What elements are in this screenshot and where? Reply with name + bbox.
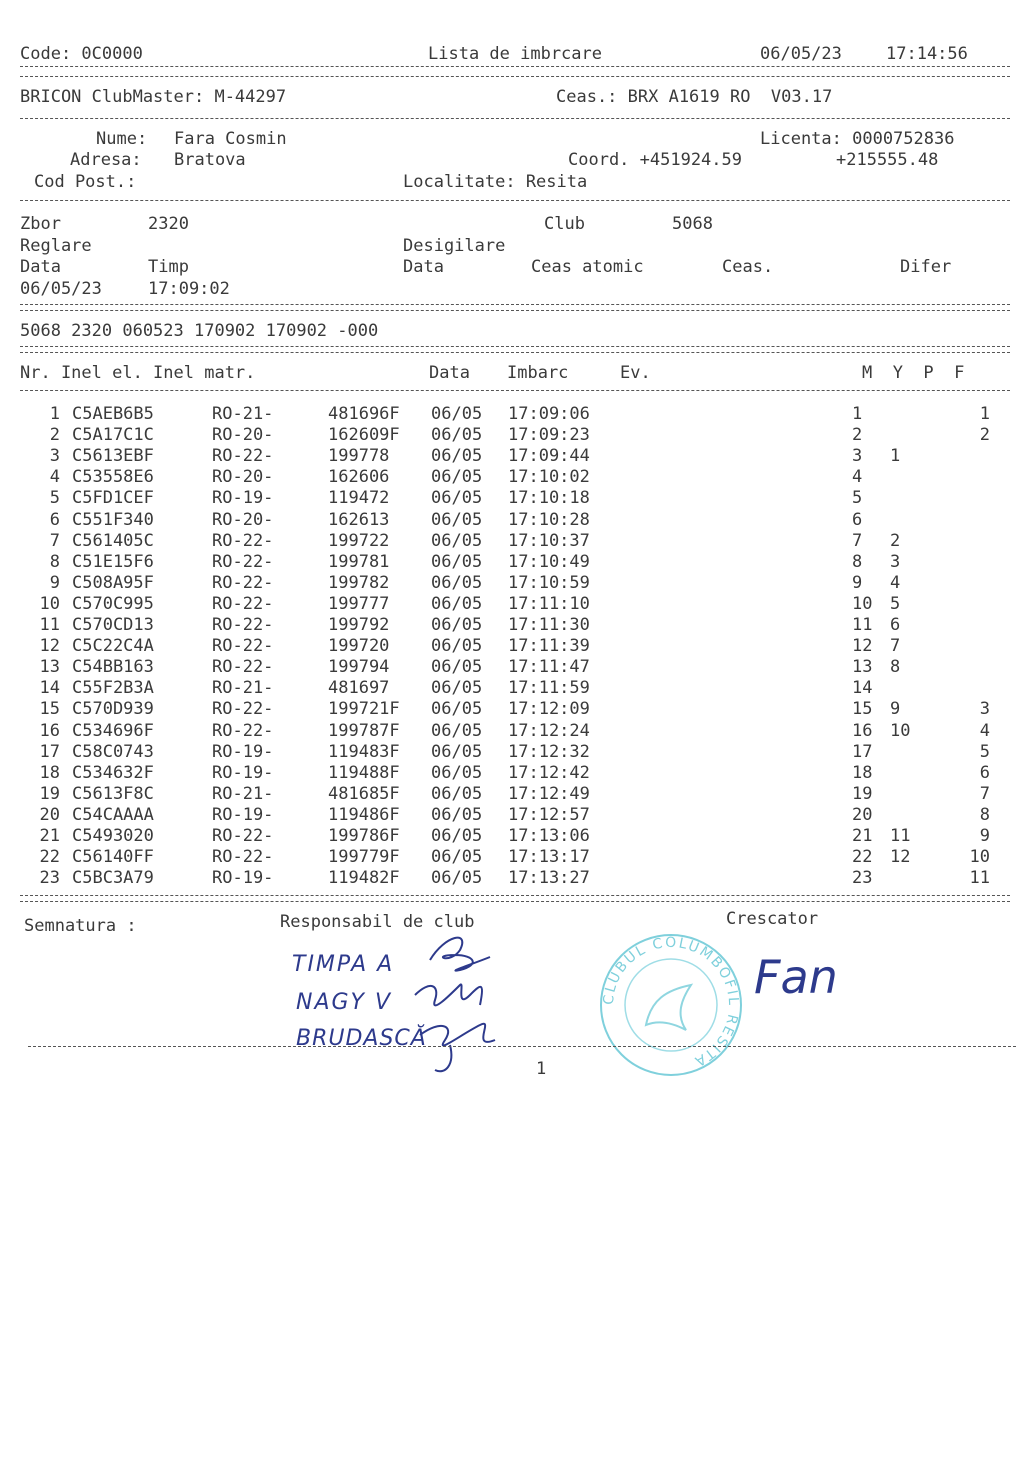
- cell-m: 21: [852, 826, 873, 846]
- cell-inel-el: C570D939: [72, 699, 154, 720]
- cell-prefix: RO-22-: [212, 593, 274, 614]
- divider: [20, 901, 1010, 902]
- cell-nr: 7: [49, 530, 60, 551]
- club-label: Club: [544, 214, 585, 234]
- cell-inel-el: C53558E6: [72, 467, 154, 488]
- col-header-data: Data: [429, 363, 470, 383]
- cell-m: 11: [852, 615, 873, 635]
- cell-prefix: RO-22-: [212, 657, 274, 678]
- cell-m: 8: [852, 551, 863, 572]
- cell-m: 6: [852, 509, 863, 530]
- cell-m: 3: [852, 446, 863, 467]
- cell-matr: 119483F: [328, 741, 400, 762]
- cell-prefix: RO-19-: [212, 488, 274, 509]
- cell-data: 06/05: [431, 720, 483, 741]
- cell-f: 10: [969, 847, 990, 868]
- col-header-ev: Ev.: [620, 363, 651, 383]
- table-row: [0, 721, 1024, 742]
- owner-address: Bratova: [174, 150, 246, 170]
- cell-data: 06/05: [431, 467, 483, 488]
- cell-imbarc: 17:12:49: [508, 783, 590, 804]
- cell-matr: 199778: [328, 446, 390, 467]
- cell-nr: 5: [49, 488, 60, 509]
- cell-data: 06/05: [431, 847, 483, 868]
- cell-y: 9: [890, 699, 901, 720]
- cell-y: 12: [890, 847, 911, 868]
- table-row: [0, 425, 1024, 446]
- table-row: [0, 742, 1024, 763]
- cell-nr: 21: [39, 826, 60, 846]
- table-row: [0, 636, 1024, 657]
- table-row: [0, 594, 1024, 615]
- cell-imbarc: 17:10:02: [508, 467, 590, 488]
- cell-inel-el: C551F340: [72, 509, 154, 530]
- cell-inel-el: C5493020: [72, 826, 154, 846]
- cell-y: 6: [890, 615, 901, 635]
- cell-m: 9: [852, 572, 863, 593]
- club-number: 5068: [672, 214, 713, 234]
- cell-imbarc: 17:11:39: [508, 636, 590, 657]
- cell-data: 06/05: [431, 741, 483, 762]
- clubmaster-id: BRICON ClubMaster: M-44297: [20, 87, 287, 107]
- cell-matr: 119488F: [328, 762, 400, 783]
- cell-prefix: RO-22-: [212, 636, 274, 657]
- cell-nr: 13: [39, 657, 60, 678]
- table-row: [0, 488, 1024, 509]
- difer-label: Difer: [900, 257, 952, 277]
- cell-data: 06/05: [431, 593, 483, 614]
- setting-date: 06/05/23: [20, 279, 102, 299]
- cell-inel-el: C5FD1CEF: [72, 488, 154, 509]
- cell-imbarc: 17:10:28: [508, 509, 590, 530]
- cell-m: 20: [852, 804, 873, 825]
- stamp-text: CLUBUL COLUMBOFIL RESITA: [600, 934, 742, 1070]
- divider: [20, 118, 1010, 119]
- data-label: Data: [20, 257, 61, 277]
- cell-m: 18: [852, 762, 873, 783]
- adresa-label: Adresa:: [70, 150, 142, 170]
- table-row: [0, 678, 1024, 699]
- cell-m: 23: [852, 868, 873, 889]
- cell-m: 15: [852, 699, 873, 720]
- cell-nr: 16: [39, 720, 60, 741]
- coordinate-lon: +215555.48: [836, 150, 939, 170]
- cell-nr: 14: [39, 678, 60, 699]
- cell-y: 7: [890, 636, 901, 657]
- cell-nr: 11: [39, 615, 60, 635]
- signature-label: Semnatura :: [24, 916, 137, 936]
- cell-f: 4: [979, 720, 990, 741]
- table-row: [0, 847, 1024, 868]
- table-row: [0, 552, 1024, 573]
- coordinate-lat: Coord. +451924.59: [568, 150, 742, 170]
- zbor-label: Zbor: [20, 214, 61, 234]
- cell-m: 7: [852, 530, 863, 551]
- cell-imbarc: 17:12:57: [508, 804, 590, 825]
- cell-nr: 4: [49, 467, 60, 488]
- cell-data: 06/05: [431, 615, 483, 635]
- cell-m: 19: [852, 783, 873, 804]
- cell-prefix: RO-22-: [212, 446, 274, 467]
- cell-imbarc: 17:09:44: [508, 446, 590, 467]
- cell-imbarc: 17:12:42: [508, 762, 590, 783]
- divider: [20, 66, 1010, 67]
- cell-inel-el: C5BC3A79: [72, 868, 154, 889]
- divider: [20, 304, 1010, 305]
- cell-m: 17: [852, 741, 873, 762]
- table-row: [0, 615, 1024, 636]
- cell-nr: 20: [39, 804, 60, 825]
- cell-prefix: RO-21-: [212, 678, 274, 699]
- handwritten-name-3: BRUDASCĂ: [296, 1026, 427, 1051]
- cell-m: 16: [852, 720, 873, 741]
- data2-label: Data: [403, 257, 444, 277]
- cell-data: 06/05: [431, 678, 483, 699]
- cell-matr: 162606: [328, 467, 390, 488]
- cell-inel-el: C54CAAAA: [72, 804, 154, 825]
- document-title: Lista de imbrcare: [428, 44, 602, 64]
- club-stamp: [596, 930, 746, 1080]
- cell-imbarc: 17:12:24: [508, 720, 590, 741]
- cell-m: 12: [852, 636, 873, 657]
- cell-y: 8: [890, 657, 901, 678]
- cell-inel-el: C5A17C1C: [72, 425, 154, 446]
- nume-label: Nume:: [96, 129, 148, 149]
- cell-nr: 22: [39, 847, 60, 868]
- cell-y: 2: [890, 530, 901, 551]
- cell-prefix: RO-22-: [212, 847, 274, 868]
- cell-imbarc: 17:11:30: [508, 615, 590, 635]
- flight-number: 2320: [148, 214, 189, 234]
- cell-imbarc: 17:11:59: [508, 678, 590, 699]
- handwritten-name-1: TIMPA A: [292, 952, 395, 977]
- cell-f: 8: [979, 804, 990, 825]
- cell-nr: 9: [49, 572, 60, 593]
- print-date: 06/05/23: [760, 44, 842, 64]
- col-header-rings: Nr. Inel el. Inel matr.: [20, 363, 256, 383]
- cell-y: 5: [890, 593, 901, 614]
- cell-inel-el: C534632F: [72, 762, 154, 783]
- ceas-label: Ceas.: [722, 257, 774, 277]
- cell-f: 11: [969, 868, 990, 889]
- cell-nr: 18: [39, 762, 60, 783]
- cell-f: 9: [979, 826, 990, 846]
- divider: [20, 352, 1010, 353]
- cell-m: 2: [852, 425, 863, 446]
- cell-inel-el: C534696F: [72, 720, 154, 741]
- table-row: [0, 510, 1024, 531]
- col-header-imbarc: Imbarc: [507, 363, 569, 383]
- cell-y: 3: [890, 551, 901, 572]
- cell-f: 7: [979, 783, 990, 804]
- cell-prefix: RO-22-: [212, 551, 274, 572]
- cell-nr: 19: [39, 783, 60, 804]
- licence: Licenta: 0000752836: [760, 129, 955, 149]
- cell-prefix: RO-20-: [212, 467, 274, 488]
- cell-inel-el: C570CD13: [72, 615, 154, 635]
- code-label: Code: 0C0000: [20, 44, 143, 64]
- postal-code-label: Cod Post.:: [34, 172, 137, 192]
- cell-matr: 199782: [328, 572, 390, 593]
- cell-matr: 199786F: [328, 826, 400, 846]
- cell-data: 06/05: [431, 404, 483, 424]
- divider: [20, 895, 1010, 896]
- cell-m: 10: [852, 593, 873, 614]
- cell-data: 06/05: [431, 425, 483, 446]
- cell-matr: 199787F: [328, 720, 400, 741]
- table-row: [0, 404, 1024, 425]
- table-row: [0, 446, 1024, 467]
- locality: Localitate: Resita: [403, 172, 588, 192]
- cell-inel-el: C54BB163: [72, 657, 154, 678]
- cell-nr: 23: [39, 868, 60, 889]
- cell-matr: 199792: [328, 615, 390, 635]
- signature-scribbles: [400, 925, 510, 1080]
- breeder-signature: Fan: [754, 950, 838, 1004]
- cell-imbarc: 17:11:10: [508, 593, 590, 614]
- cell-prefix: RO-19-: [212, 762, 274, 783]
- ceas-atomic-label: Ceas atomic: [531, 257, 644, 277]
- cell-imbarc: 17:10:59: [508, 572, 590, 593]
- cell-data: 06/05: [431, 804, 483, 825]
- cell-inel-el: C5C22C4A: [72, 636, 154, 657]
- cell-imbarc: 17:11:47: [508, 657, 590, 678]
- cell-inel-el: C5613F8C: [72, 783, 154, 804]
- cell-matr: 481685F: [328, 783, 400, 804]
- cell-prefix: RO-19-: [212, 868, 274, 889]
- cell-inel-el: C508A95F: [72, 572, 154, 593]
- cell-f: 3: [979, 699, 990, 720]
- divider: [20, 76, 1010, 77]
- cell-data: 06/05: [431, 446, 483, 467]
- cell-inel-el: C55F2B3A: [72, 678, 154, 699]
- cell-y: 11: [890, 826, 911, 846]
- cell-m: 5: [852, 488, 863, 509]
- cell-data: 06/05: [431, 572, 483, 593]
- cell-imbarc: 17:09:23: [508, 425, 590, 446]
- cell-nr: 1: [49, 404, 60, 424]
- cell-data: 06/05: [431, 699, 483, 720]
- cell-imbarc: 17:10:49: [508, 551, 590, 572]
- cell-imbarc: 17:13:06: [508, 826, 590, 846]
- cell-matr: 162613: [328, 509, 390, 530]
- table-row: [0, 657, 1024, 678]
- cell-matr: 199794: [328, 657, 390, 678]
- cell-prefix: RO-22-: [212, 530, 274, 551]
- divider: [20, 200, 1010, 201]
- cell-m: 1: [852, 404, 863, 424]
- cell-f: 2: [979, 425, 990, 446]
- table-row: [0, 805, 1024, 826]
- cell-f: 1: [979, 404, 990, 424]
- summary-line: 5068 2320 060523 170902 170902 -000: [20, 321, 379, 341]
- cell-prefix: RO-22-: [212, 615, 274, 635]
- table-row: [0, 573, 1024, 594]
- cell-m: 14: [852, 678, 873, 699]
- cell-prefix: RO-21-: [212, 783, 274, 804]
- cell-imbarc: 17:12:32: [508, 741, 590, 762]
- cell-matr: 199781: [328, 551, 390, 572]
- cell-inel-el: C58C0743: [72, 741, 154, 762]
- cell-nr: 2: [49, 425, 60, 446]
- cell-matr: 199720: [328, 636, 390, 657]
- timp-label: Timp: [148, 257, 189, 277]
- cell-imbarc: 17:10:18: [508, 488, 590, 509]
- cell-m: 22: [852, 847, 873, 868]
- handwritten-name-2: NAGY V: [296, 990, 393, 1015]
- table-row: [0, 699, 1024, 720]
- cell-nr: 15: [39, 699, 60, 720]
- desigilare-label: Desigilare: [403, 236, 506, 256]
- cell-imbarc: 17:13:17: [508, 847, 590, 868]
- cell-nr: 12: [39, 636, 60, 657]
- cell-matr: 199721F: [328, 699, 400, 720]
- divider: [20, 310, 1010, 311]
- cell-data: 06/05: [431, 509, 483, 530]
- setting-time: 17:09:02: [148, 279, 230, 299]
- cell-data: 06/05: [431, 636, 483, 657]
- divider: [20, 390, 1010, 391]
- cell-prefix: RO-22-: [212, 720, 274, 741]
- cell-inel-el: C56140FF: [72, 847, 154, 868]
- cell-prefix: RO-20-: [212, 509, 274, 530]
- cell-imbarc: 17:10:37: [508, 530, 590, 551]
- cell-prefix: RO-19-: [212, 804, 274, 825]
- cell-nr: 8: [49, 551, 60, 572]
- cell-m: 13: [852, 657, 873, 678]
- cell-inel-el: C5AEB6B5: [72, 404, 154, 424]
- table-row: [0, 784, 1024, 805]
- cell-matr: 119482F: [328, 868, 400, 889]
- cell-y: 10: [890, 720, 911, 741]
- cell-nr: 3: [49, 446, 60, 467]
- cell-prefix: RO-22-: [212, 572, 274, 593]
- table-row: [0, 826, 1024, 847]
- cell-nr: 10: [39, 593, 60, 614]
- cell-nr: 17: [39, 741, 60, 762]
- divider: [20, 346, 1010, 347]
- cell-data: 06/05: [431, 826, 483, 846]
- table-row: [0, 531, 1024, 552]
- cell-m: 4: [852, 467, 863, 488]
- owner-name: Fara Cosmin: [174, 129, 287, 149]
- cell-matr: 119486F: [328, 804, 400, 825]
- cell-prefix: RO-20-: [212, 425, 274, 446]
- cell-imbarc: 17:13:27: [508, 868, 590, 889]
- cell-data: 06/05: [431, 551, 483, 572]
- breeder-label: Crescator: [726, 909, 819, 929]
- cell-prefix: RO-22-: [212, 699, 274, 720]
- cell-prefix: RO-19-: [212, 741, 274, 762]
- cell-inel-el: C51E15F6: [72, 551, 154, 572]
- cell-matr: 481697: [328, 678, 390, 699]
- reglare-label: Reglare: [20, 236, 92, 256]
- cell-matr: 119472: [328, 488, 390, 509]
- cell-matr: 199722: [328, 530, 390, 551]
- cell-y: 4: [890, 572, 901, 593]
- cell-data: 06/05: [431, 530, 483, 551]
- cell-imbarc: 17:09:06: [508, 404, 590, 424]
- cell-nr: 6: [49, 509, 60, 530]
- table-row: [0, 868, 1024, 889]
- cell-y: 1: [890, 446, 901, 467]
- cell-f: 6: [979, 762, 990, 783]
- col-header-myp: M Y P F: [862, 363, 965, 383]
- cell-inel-el: C570C995: [72, 593, 154, 614]
- cell-matr: 162609F: [328, 425, 400, 446]
- cell-matr: 481696F: [328, 404, 400, 424]
- cell-data: 06/05: [431, 488, 483, 509]
- cell-data: 06/05: [431, 868, 483, 889]
- cell-inel-el: C561405C: [72, 530, 154, 551]
- svg-text:CLUBUL COLUMBOFIL RESITA: [601, 935, 741, 1070]
- cell-data: 06/05: [431, 657, 483, 678]
- cell-matr: 199779F: [328, 847, 400, 868]
- page-number: 1: [536, 1059, 547, 1079]
- cell-data: 06/05: [431, 783, 483, 804]
- divider: [28, 1046, 1016, 1047]
- clock-id: Ceas.: BRX A1619 RO V03.17: [556, 87, 833, 107]
- table-row: [0, 467, 1024, 488]
- table-row: [0, 763, 1024, 784]
- cell-prefix: RO-22-: [212, 826, 274, 846]
- cell-inel-el: C5613EBF: [72, 446, 154, 467]
- cell-data: 06/05: [431, 762, 483, 783]
- club-responsible-label: Responsabil de club: [280, 912, 475, 932]
- cell-matr: 199777: [328, 593, 390, 614]
- cell-f: 5: [979, 741, 990, 762]
- cell-imbarc: 17:12:09: [508, 699, 590, 720]
- cell-prefix: RO-21-: [212, 404, 274, 424]
- print-time: 17:14:56: [886, 44, 968, 64]
